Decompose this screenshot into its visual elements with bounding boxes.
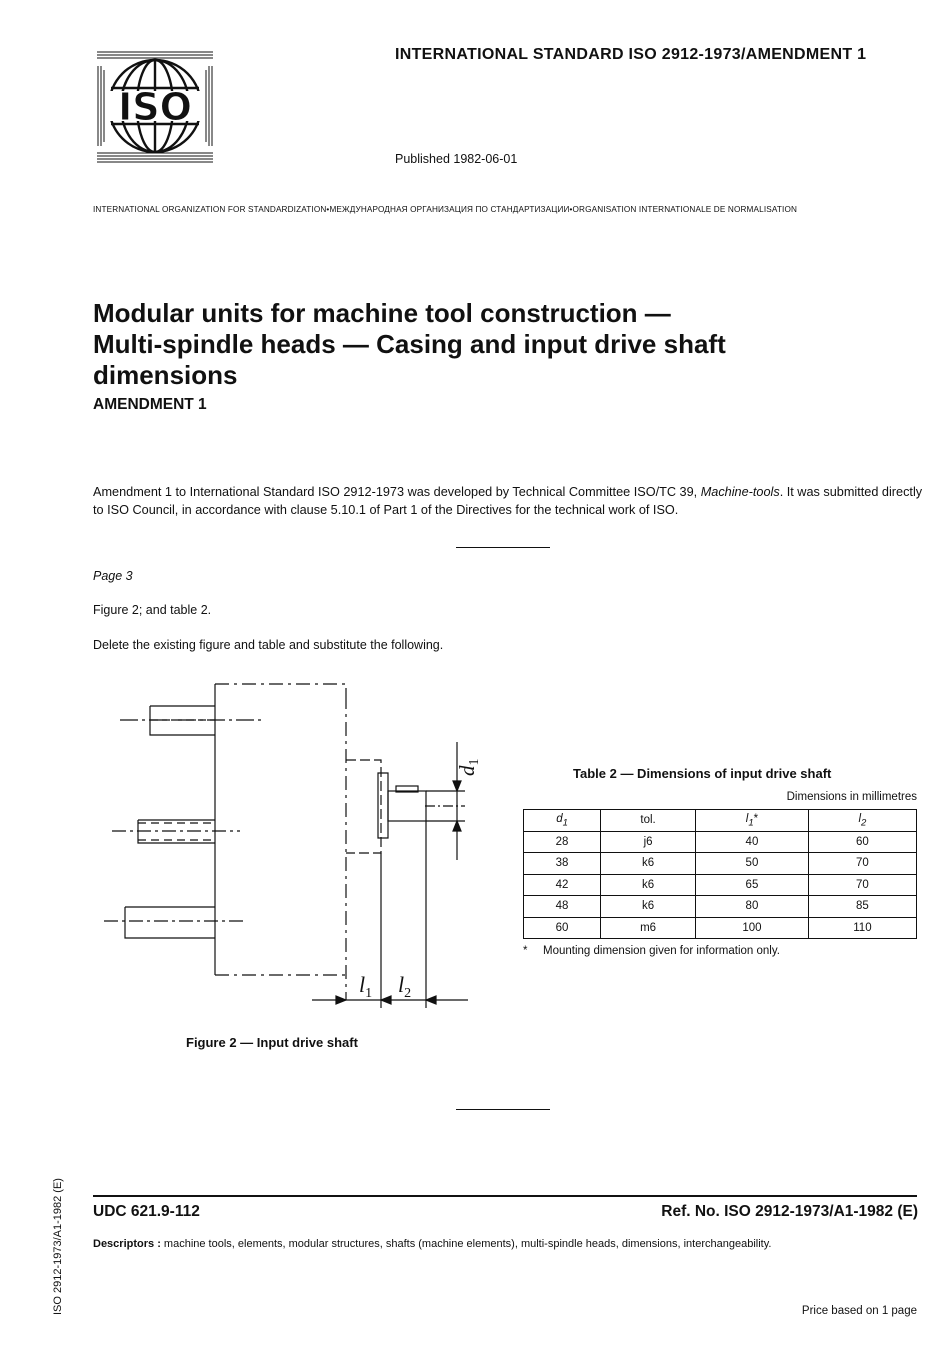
d1-label-sub: 1 — [467, 758, 482, 766]
header-l1-sub: 1 — [748, 816, 754, 828]
table-row — [524, 896, 917, 918]
table-header-row — [524, 810, 917, 832]
intro-paragraph — [93, 484, 923, 519]
header-l1 — [696, 810, 809, 832]
side-reference: ISO 2912-1973/A1-1982 (E) — [52, 1178, 64, 1315]
cell-l1: 40 — [696, 831, 809, 853]
dimensions-table — [523, 809, 917, 939]
header-d1-main: d — [556, 812, 563, 825]
intro-part-1: Amendment 1 to International Standard ISO 2912-1973 was developed by Technical Committee ISO/TC 39, — [93, 485, 701, 499]
spindle-3 — [125, 906, 215, 943]
divider-2 — [456, 1109, 550, 1110]
amendment-heading: AMENDMENT 1 — [93, 396, 207, 413]
l1-label — [359, 972, 372, 1001]
cell-l2: 70 — [808, 874, 916, 896]
header-d1 — [524, 810, 601, 832]
footnote-mark: * — [523, 945, 528, 957]
title-line-3: dimensions — [93, 360, 238, 390]
l1-label-main: l — [359, 972, 366, 997]
header-d1-sub: 1 — [562, 816, 568, 828]
cell-l1: 100 — [696, 917, 809, 939]
l2-label — [398, 972, 411, 1001]
table-units: Dimensions in millimetres — [786, 791, 917, 803]
iso-logo-text: ISO — [118, 85, 192, 129]
l2-label-main: l — [398, 972, 405, 997]
cell-l1: 50 — [696, 853, 809, 875]
title-line-2: Multi-spindle heads — Casing and input drive shaft — [93, 329, 726, 359]
cell-l1: 65 — [696, 874, 809, 896]
table-row — [524, 917, 917, 939]
header-l1-main: l — [745, 812, 749, 825]
cell-l2: 85 — [808, 896, 916, 918]
iso-logo — [95, 48, 215, 166]
cell-d1: 42 — [524, 874, 601, 896]
footnote-text: Mounting dimension given for information only. — [543, 945, 780, 957]
header-l1-star: * — [753, 812, 759, 825]
header-l2-sub: 2 — [861, 816, 867, 828]
d1-dimension — [426, 742, 465, 860]
table-row — [524, 853, 917, 875]
organization-line: INTERNATIONAL ORGANIZATION FOR STANDARDIZATION•МЕЖДУНАРОДНАЯ ОРГАНИЗАЦИЯ ПО СТАНДАРТИЗАЦИИ•ORGANISATION INTERNATIONALE DE NORMALISATION — [93, 205, 798, 214]
footer-rule — [93, 1195, 917, 1197]
descriptors-list: machine tools, elements, modular structures, shafts (machine elements), multi-spindle heads, dimensions, interchangeability. — [160, 1238, 772, 1250]
cell-l2: 110 — [808, 917, 916, 939]
l2-label-sub: 2 — [404, 986, 412, 1001]
cell-l2: 70 — [808, 853, 916, 875]
descriptors — [93, 1238, 771, 1250]
cell-tol: k6 — [601, 896, 696, 918]
d1-label-main: d — [455, 765, 479, 776]
l-dimension — [312, 821, 468, 1008]
cell-d1: 60 — [524, 917, 601, 939]
cell-l2: 60 — [808, 831, 916, 853]
cell-tol: m6 — [601, 917, 696, 939]
l1-label-sub: 1 — [365, 986, 373, 1001]
reference-number: Ref. No. ISO 2912-1973/A1-1982 (E) — [661, 1203, 918, 1220]
d1-label — [455, 759, 482, 777]
table-row — [524, 874, 917, 896]
figure-reference: Figure 2; and table 2. — [93, 603, 212, 617]
standard-title: INTERNATIONAL STANDARD ISO 2912-1973/AMENDMENT 1 — [395, 46, 867, 63]
cell-d1: 28 — [524, 831, 601, 853]
divider-1 — [456, 547, 550, 548]
descriptors-label: Descriptors : — [93, 1238, 161, 1250]
instruction-text: Delete the existing figure and table and substitute the following. — [93, 638, 444, 652]
table-footnote — [523, 945, 780, 957]
title-line-1: Modular units for machine tool construction — — [93, 298, 671, 328]
header-l2-main: l — [858, 812, 862, 825]
table-row — [524, 831, 917, 853]
document-title — [93, 298, 873, 391]
figure-2-drawing — [100, 675, 480, 1015]
header-l2 — [808, 810, 916, 832]
published-date: Published 1982-06-01 — [395, 152, 518, 166]
udc-number: UDC 621.9-112 — [93, 1203, 200, 1220]
page-reference: Page 3 — [93, 569, 133, 583]
casing-top-edge — [215, 684, 346, 695]
header-tol: tol. — [601, 810, 696, 832]
input-housing — [346, 760, 381, 853]
cell-tol: k6 — [601, 874, 696, 896]
cell-l1: 80 — [696, 896, 809, 918]
cell-tol: j6 — [601, 831, 696, 853]
intro-part-2: . It was submitted directly to ISO Council, in accordance with clause 5.10.1 of Part 1 of the Directives for the technical work of ISO. — [93, 485, 923, 517]
price-note: Price based on 1 page — [801, 1305, 917, 1317]
input-shaft — [388, 791, 426, 821]
cell-d1: 38 — [524, 853, 601, 875]
intro-italic: Machine-tools — [700, 485, 780, 499]
figure-caption: Figure 2 — Input drive shaft — [186, 1035, 358, 1050]
cell-tol: k6 — [601, 853, 696, 875]
cell-d1: 48 — [524, 896, 601, 918]
table-title: Table 2 — Dimensions of input drive shaft — [573, 766, 832, 781]
